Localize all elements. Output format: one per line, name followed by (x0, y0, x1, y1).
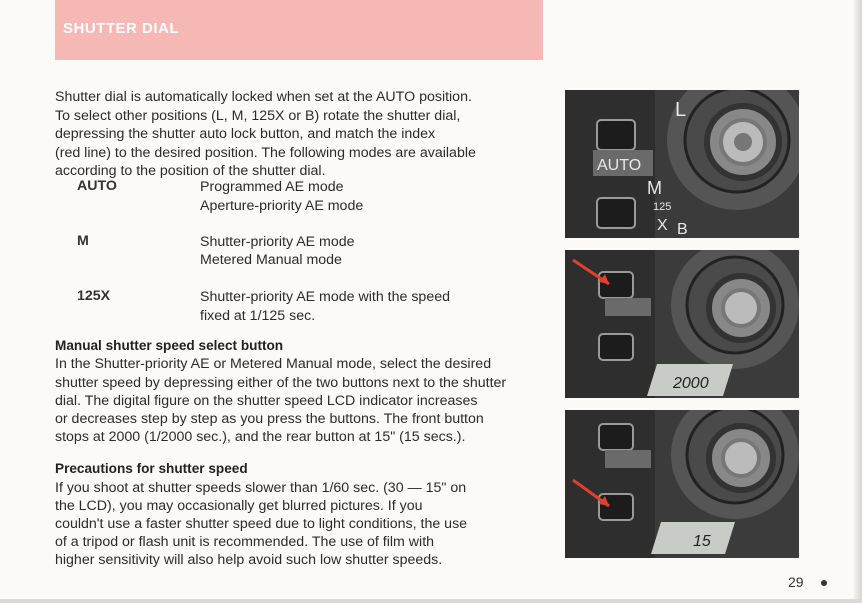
manual-line-2: shutter speed by depressing either of the two buttons next to the shutter (55, 375, 507, 391)
mode-key-m: M (77, 233, 89, 249)
page-number-bullet (821, 580, 827, 586)
mode-125x-line-1: Shutter-priority AE mode with the speed (200, 289, 450, 305)
photo-dial-m-lcd-15 (565, 410, 799, 558)
mode-m-line-1: Shutter-priority AE mode (200, 234, 355, 250)
page-number: 29 (788, 574, 804, 590)
intro-line-1: Shutter dial is automatically locked when set at the AUTO position. (55, 89, 472, 105)
intro-line-5: according to the position of the shutter dial. (55, 163, 326, 179)
dial-label-125: 125 (653, 201, 672, 213)
lcd-readout-2000: 2000 (673, 375, 709, 392)
dial-label-b: B (677, 221, 688, 238)
precautions-line-3: couldn't use a faster shutter speed due to light conditions, the use (55, 516, 468, 532)
precautions-line-1: If you shoot at shutter speeds slower than 1/60 sec. (30 — 15" on (55, 480, 467, 496)
precautions-line-4: of a tripod or flash unit is recommended. The use of film with (55, 534, 435, 550)
photo-dial-auto (565, 90, 799, 238)
mode-key-125x: 125X (77, 288, 111, 304)
dial-label-auto: AUTO (597, 157, 642, 174)
section-title: SHUTTER DIAL (63, 20, 179, 37)
page-edge-shadow (854, 0, 862, 603)
manual-line-3: dial. The digital figure on the shutter speed LCD indicator increases (55, 393, 478, 409)
precautions-line-2: the LCD), you may occasionally get blurred pictures. If you (55, 498, 423, 514)
mode-key-auto: AUTO (77, 178, 117, 194)
mode-m-line-2: Metered Manual mode (200, 252, 342, 268)
manual-line-4: or decreases step by step as you press the buttons. The front button (55, 411, 484, 427)
intro-line-3: depressing the shutter auto lock button, and match the index (55, 126, 436, 142)
mode-auto-line-1: Programmed AE mode (200, 179, 344, 195)
precautions-line-5: higher sensitivity will also help avoid such low shutter speeds. (55, 552, 443, 568)
dial-label-m: M (647, 178, 662, 198)
section-header-bar (55, 0, 543, 60)
manual-line-5: stops at 2000 (1/2000 sec.), and the rear button at 15" (15 secs.). (55, 429, 466, 445)
precautions-heading: Precautions for shutter speed (55, 461, 248, 476)
dial-label-x: X (657, 217, 668, 234)
mode-auto-line-2: Aperture-priority AE mode (200, 198, 364, 214)
lcd-readout-15: 15 (693, 533, 711, 550)
intro-line-2: To select other positions (L, M, 125X or B) rotate the shutter dial, (55, 107, 461, 124)
manual-line-1: In the Shutter-priority AE or Metered Manual mode, select the desired (55, 356, 492, 372)
intro-line-4: (red line) to the desired position. The following modes are available (55, 144, 476, 161)
photo-dial-m-lcd-2000 (565, 250, 799, 398)
page-bottom-edge (0, 599, 862, 603)
mode-125x-line-2: fixed at 1/125 sec. (200, 308, 316, 324)
dial-label-l: L (675, 99, 687, 121)
manual-section-heading: Manual shutter speed select button (55, 338, 284, 353)
